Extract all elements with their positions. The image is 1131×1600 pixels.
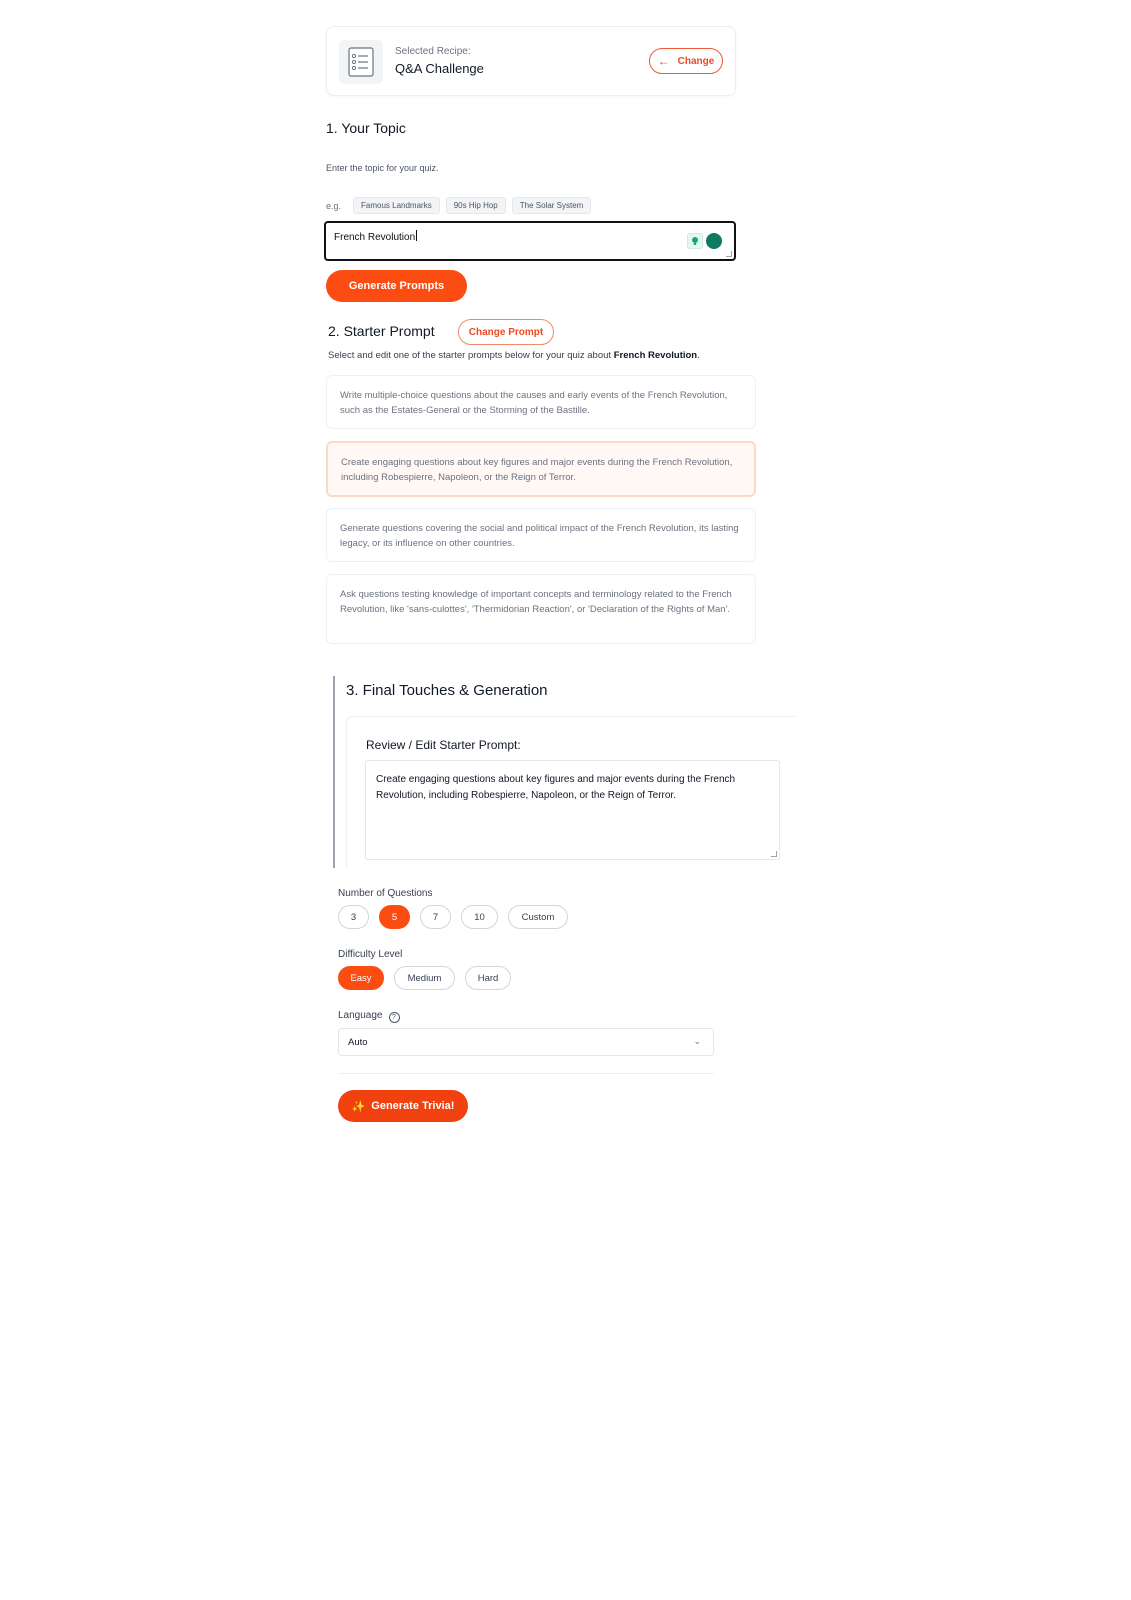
divider <box>338 1073 714 1074</box>
starter-prompt-option[interactable]: Write multiple-choice questions about the causes and early events of the French Revolution, such as the Estates-General or the Storming of the Bastille. <box>326 375 756 429</box>
example-chip[interactable]: The Solar System <box>512 197 592 214</box>
example-label: e.g. <box>326 200 342 211</box>
example-chip[interactable]: Famous Landmarks <box>353 197 440 214</box>
language-value: Auto <box>348 1037 368 1048</box>
topic-hint: Enter the topic for your quiz. <box>326 163 439 173</box>
generate-prompts-button[interactable]: Generate Prompts <box>326 270 467 302</box>
sparkle-icon: ✨ <box>351 1100 366 1113</box>
language-label: Language <box>338 1010 383 1021</box>
selected-recipe-card <box>326 26 736 96</box>
questions-option-5[interactable]: 5 <box>379 905 410 929</box>
starter-prompt-instructions: Select and edit one of the starter prompts below for your quiz about French Revolution. <box>328 350 700 361</box>
change-recipe-label: Change <box>677 55 715 67</box>
resize-handle-icon[interactable] <box>726 251 732 257</box>
checklist-document-icon <box>339 40 383 84</box>
recipe-name: Q&A Challenge <box>395 61 484 76</box>
final-touches-heading: 3. Final Touches & Generation <box>346 682 548 699</box>
generate-trivia-button[interactable] <box>338 1090 468 1122</box>
generate-trivia-label: Generate Trivia! <box>371 1100 455 1112</box>
review-prompt-textarea[interactable] <box>365 760 780 860</box>
topic-input-value: French Revolution <box>334 232 416 243</box>
recipe-kicker: Selected Recipe: <box>395 46 471 57</box>
starter-prompt-heading: 2. Starter Prompt <box>328 323 435 339</box>
starter-prompt-option-selected[interactable]: Create engaging questions about key figures and major events during the French Revolution, including Robespierre, Napoleon, or the Reign of Terror. <box>326 441 756 497</box>
lightbulb-icon[interactable] <box>687 233 703 249</box>
example-chip[interactable]: 90s Hip Hop <box>446 197 506 214</box>
change-recipe-button[interactable] <box>649 48 723 74</box>
topic-emphasis: French Revolution <box>613 350 698 361</box>
example-topics <box>326 197 591 214</box>
language-label-row <box>338 1010 400 1023</box>
review-prompt-text: Create engaging questions about key figures and major events during the French Revolution, including Robespierre, Napoleon, or the Reign of Terror. <box>376 774 736 801</box>
number-of-questions-label: Number of Questions <box>338 888 433 899</box>
difficulty-level-label: Difficulty Level <box>338 949 403 960</box>
chevron-down-icon: ⌄ <box>693 1036 701 1046</box>
questions-option-7[interactable]: 7 <box>420 905 451 929</box>
starter-prompt-option[interactable]: Generate questions covering the social and political impact of the French Revolution, its lasting legacy, or its influence on other countries. <box>326 508 756 562</box>
starter-prompt-option[interactable]: Ask questions testing knowledge of important concepts and terminology related to the French Revolution, like 'sans-culottes', 'Thermidorian Reaction', or 'Declaration of the Rights of Man'. <box>326 574 756 644</box>
number-of-questions-options <box>338 905 568 929</box>
difficulty-option-hard[interactable]: Hard <box>465 966 511 990</box>
topic-input[interactable] <box>324 221 736 261</box>
difficulty-options <box>338 966 511 990</box>
help-circle-icon[interactable]: ? <box>389 1012 400 1023</box>
topic-heading: 1. Your Topic <box>326 120 406 136</box>
resize-handle-icon[interactable] <box>771 851 777 857</box>
questions-option-10[interactable]: 10 <box>461 905 498 929</box>
questions-option-custom[interactable]: Custom <box>508 905 568 929</box>
review-prompt-label: Review / Edit Starter Prompt: <box>366 738 521 752</box>
questions-option-3[interactable]: 3 <box>338 905 369 929</box>
grammar-assistant-icon[interactable] <box>706 233 722 249</box>
change-prompt-button[interactable]: Change Prompt <box>458 319 554 345</box>
arrow-left-icon: ← <box>657 54 670 68</box>
difficulty-option-medium[interactable]: Medium <box>394 966 455 990</box>
language-select[interactable] <box>338 1028 714 1056</box>
difficulty-option-easy[interactable]: Easy <box>338 966 384 990</box>
